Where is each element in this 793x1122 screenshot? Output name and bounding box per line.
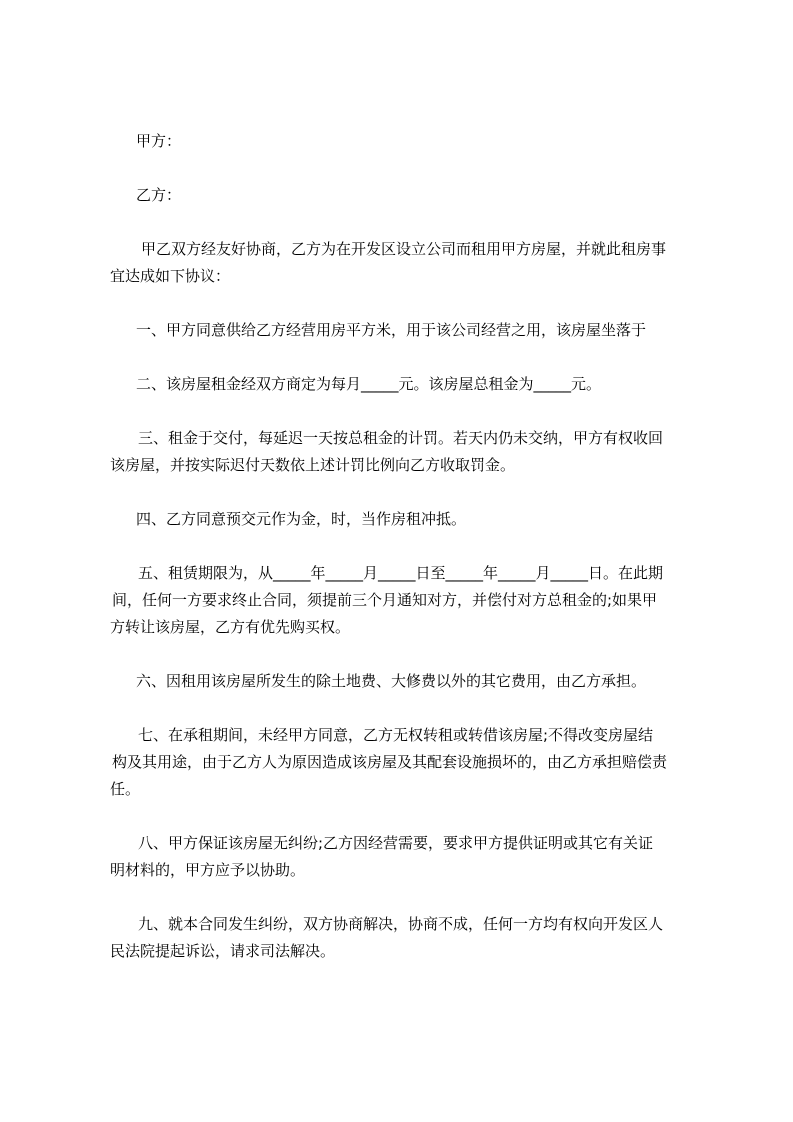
party-a-line: 甲方： bbox=[136, 132, 182, 150]
clause-5-line-3: 方转让该房屋，乙方有优先购买权。 bbox=[110, 618, 351, 636]
clause-3-line-2: 该房屋，并按实际迟付天数依上述计罚比例向乙方收取罚金。 bbox=[110, 456, 516, 474]
clause-7-line-2: 构及其用途，由于乙方人为原因造成该房屋及其配套设施损坏的，由乙方承担赔偿责 bbox=[112, 753, 668, 771]
clause-7-line-3: 任。 bbox=[110, 780, 141, 798]
intro-line-2: 宜达成如下协议： bbox=[110, 267, 231, 285]
clause-1: 一、甲方同意供给乙方经营用房平方米，用于该公司经营之用，该房屋坐落于 bbox=[136, 321, 647, 339]
clause-5-line-2: 间，任何一方要求终止合同，须提前三个月通知对方，并偿付对方总租金的;如果甲 bbox=[112, 591, 658, 609]
clause-8-line-1: 八、甲方保证该房屋无纠纷;乙方因经营需要，要求甲方提供证明或其它有关证 bbox=[138, 834, 654, 852]
clause-8-line-2: 明材料的，甲方应予以协助。 bbox=[110, 861, 306, 879]
clause-7-line-1: 七、在承租期间，未经甲方同意，乙方无权转租或转借该房屋;不得改变房屋结 bbox=[138, 726, 654, 744]
clause-6: 六、因租用该房屋所发生的除土地费、大修费以外的其它费用，由乙方承担。 bbox=[136, 672, 647, 690]
clause-9-line-2: 民法院提起诉讼，请求司法解决。 bbox=[110, 942, 336, 960]
clause-5-line-1: 五、租赁期限为，从_____年_____月_____日至_____年_____月_____日。在此期 bbox=[138, 564, 664, 582]
intro-line-1: 甲乙双方经友好协商，乙方为在开发区设立公司而租用甲方房屋，并就此租房事 bbox=[141, 240, 667, 258]
clause-2: 二、该房屋租金经双方商定为每月_____元。该房屋总租金为_____元。 bbox=[136, 375, 602, 393]
clause-4: 四、乙方同意预交元作为金，时，当作房租冲抵。 bbox=[136, 510, 467, 528]
clause-3-line-1: 三、租金于交付，每延迟一天按总租金的计罚。若天内仍未交纳，甲方有权收回 bbox=[138, 429, 664, 447]
party-b-line: 乙方： bbox=[136, 186, 182, 204]
clause-9-line-1: 九、就本合同发生纠纷，双方协商解决，协商不成，任何一方均有权向开发区人 bbox=[138, 915, 664, 933]
